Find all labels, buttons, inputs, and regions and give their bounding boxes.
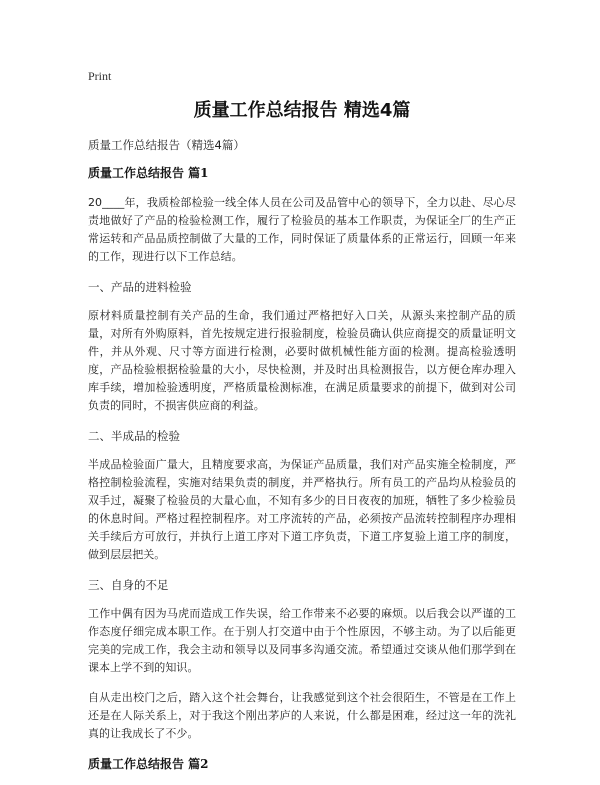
section-2-heading: 质量工作总结报告 篇2 xyxy=(88,757,209,771)
section-1-intro: 20____年，我质检部检验一线全体人员在公司及品管中心的领导下，全力以赴、尽心尽责地做好了产品的检验检测工作，履行了检验员的基本工作职责，为保证全厂的生产正常运转和产品品质控制做了大量的工作，同时保证了质量体系的正常运行，回顾一年来的工作，现进行以下工作总结。 xyxy=(88,196,516,263)
document-title: 质量工作总结报告 精选4篇 xyxy=(193,100,411,121)
part-2-text: 半成品检验面广量大，且精度要求高，为保证产品质量，我们对产品实施全检制度，严格控制检验流程，实施对结果负责的制度，并严格执行。所有员工的产品均从检验员的双手过，凝聚了检验员的大量心血，不知有多少的日日夜夜的加班，牺牲了多少检验员的休息时间。严格过程控制程序。对工序流转的产品，必须按产品流转控制程序办理相关手续后方可放行，并执行上道工序对下道工序负责，下道工序复验上道工序的制度，做到层层把关。 xyxy=(88,458,516,561)
part-2-heading: 二、半成品的检验 xyxy=(88,429,180,443)
part-3-heading: 三、自身的不足 xyxy=(88,578,169,592)
print-label[interactable]: Print xyxy=(88,69,112,83)
section-1-heading: 质量工作总结报告 篇1 xyxy=(88,166,209,180)
document-page xyxy=(88,68,516,785)
closing-text: 自从走出校门之后，踏入这个社会舞台，让我感觉到这个社会很陌生，不管是在工作上还是在人际关系上，对于我这个刚出茅庐的人来说，什么都是困难，经过这一年的洗礼真的让我成长了不少。 xyxy=(88,691,516,740)
part-3-text: 工作中偶有因为马虎而造成工作失误，给工作带来不必要的麻烦。以后我会以严谨的工作态度仔细完成本职工作。在于别人打交道中由于个性原因，不够主动。为了以后能更完美的完成工作，我会主动和领导以及同事多沟通交流。希望通过交谈从他们那学到在课本上学不到的知识。 xyxy=(88,607,516,674)
part-1-heading: 一、产品的进料检验 xyxy=(88,280,192,294)
part-1-text: 原材料质量控制有关产品的生命，我们通过严格把好入口关，从源头来控制产品的质量，对所有外购原料，首先按规定进行报验制度，检验员确认供应商提交的质量证明文件，并从外观、尺寸等方面进行检测，必要时做机械性能方面的检测。提高检验透明度，产品检验根据检验量的大小，尽快检测，并及时出具检测报告，以方便仓库办理入库手续，增加检验透明度，严格质量检测标准，在满足质量要求的前提下，做到对公司负责的同时，不损害供应商的利益。 xyxy=(88,309,516,412)
document-subtitle: 质量工作总结报告（精选4篇） xyxy=(88,138,245,152)
